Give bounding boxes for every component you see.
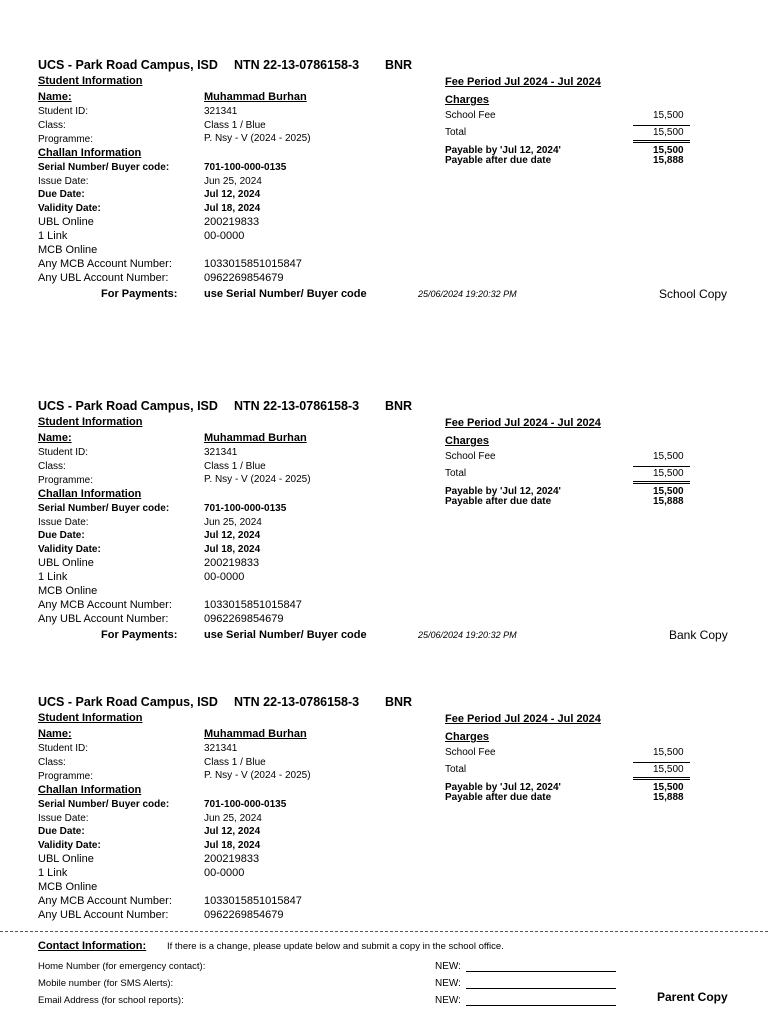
validity-date: Jul 18, 2024 <box>204 203 261 214</box>
student-id: 321341 <box>204 743 238 754</box>
home-number-label: Home Number (for emergency contact): <box>38 961 206 972</box>
issue-date: Jun 25, 2024 <box>204 176 262 187</box>
one-link-label: 1 Link <box>38 867 68 879</box>
print-timestamp: 25/06/2024 19:20:32 PM <box>418 289 517 299</box>
validity-date: Jul 18, 2024 <box>204 544 261 555</box>
mcb-online-label: MCB Online <box>38 881 98 893</box>
one-link-value: 00-0000 <box>204 571 245 583</box>
total-label: Total <box>445 764 467 775</box>
fee-period: Fee Period Jul 2024 - Jul 2024 <box>445 417 601 429</box>
class-label: Class: <box>38 757 66 768</box>
payable-by-value: 15,500 <box>653 486 684 497</box>
total-value: 15,500 <box>653 764 684 775</box>
one-link-value: 00-0000 <box>204 230 245 242</box>
challan-info-title: Challan Information <box>38 784 142 796</box>
class-value: Class 1 / Blue <box>204 461 266 472</box>
ubl-online-label: UBL Online <box>38 216 94 228</box>
ubl-online-value: 200219833 <box>204 216 260 228</box>
class-label: Class: <box>38 461 66 472</box>
validity-date-label: Validity Date: <box>38 840 101 851</box>
ubl-account-value: 0962269854679 <box>204 613 284 625</box>
programme-label: Programme: <box>38 771 94 782</box>
fee-period: Fee Period Jul 2024 - Jul 2024 <box>445 713 601 725</box>
name-label: Name: <box>38 432 72 444</box>
campus-name: UCS - Park Road Campus, ISD <box>38 695 218 709</box>
charges-title: Charges <box>445 94 490 106</box>
payable-after-label: Payable after due date <box>445 496 552 507</box>
contact-note: If there is a change, please update below and submit a copy in the school office. <box>167 941 504 952</box>
total-rule <box>633 762 690 763</box>
ntn-number: NTN 22-13-0786158-3 <box>234 58 360 72</box>
student-info-title: Student Information <box>38 75 143 87</box>
class-value: Class 1 / Blue <box>204 120 266 131</box>
student-info-title: Student Information <box>38 416 143 428</box>
mobile-new-label: NEW: <box>435 978 461 989</box>
serial-value: 701-100-000-0135 <box>204 799 287 810</box>
issue-date: Jun 25, 2024 <box>204 517 262 528</box>
payments-label: For Payments: <box>101 288 178 300</box>
email-address-label: Email Address (for school reports): <box>38 995 184 1006</box>
student-id: 321341 <box>204 447 238 458</box>
student-id-label: Student ID: <box>38 106 89 117</box>
due-date-label: Due Date: <box>38 826 85 837</box>
programme-label: Programme: <box>38 134 94 145</box>
school-fee-value: 15,500 <box>653 110 684 121</box>
due-date-label: Due Date: <box>38 530 85 541</box>
contact-title: Contact Information: <box>38 940 147 952</box>
due-date: Jul 12, 2024 <box>204 189 261 200</box>
class-label: Class: <box>38 120 66 131</box>
issue-date-label: Issue Date: <box>38 176 89 187</box>
total-double-rule <box>633 140 690 143</box>
student-name: Muhammad Burhan <box>204 728 307 740</box>
challan-info-title: Challan Information <box>38 488 142 500</box>
ubl-online-label: UBL Online <box>38 853 94 865</box>
validity-date: Jul 18, 2024 <box>204 840 261 851</box>
one-link-label: 1 Link <box>38 571 68 583</box>
copy-label: Bank Copy <box>669 628 728 642</box>
school-fee-label: School Fee <box>445 451 496 462</box>
cut-line <box>0 931 768 932</box>
one-link-value: 00-0000 <box>204 867 245 879</box>
fee-period: Fee Period Jul 2024 - Jul 2024 <box>445 76 601 88</box>
payable-after-label: Payable after due date <box>445 155 552 166</box>
student-info-title: Student Information <box>38 712 143 724</box>
total-value: 15,500 <box>653 127 684 138</box>
school-fee-value: 15,500 <box>653 451 684 462</box>
payable-by-value: 15,500 <box>653 145 684 156</box>
validity-date-label: Validity Date: <box>38 203 101 214</box>
mobile-number-field[interactable] <box>466 988 616 989</box>
validity-date-label: Validity Date: <box>38 544 101 555</box>
school-fee-label: School Fee <box>445 747 496 758</box>
copy-label: Parent Copy <box>657 990 728 1004</box>
ubl-online-label: UBL Online <box>38 557 94 569</box>
name-label: Name: <box>38 728 72 740</box>
due-date-label: Due Date: <box>38 189 85 200</box>
mcb-account-label: Any MCB Account Number: <box>38 258 172 270</box>
mcb-account-label: Any MCB Account Number: <box>38 895 172 907</box>
programme-value: P. Nsy - V (2024 - 2025) <box>204 133 311 144</box>
bank-code: BNR <box>385 58 413 72</box>
total-label: Total <box>445 468 467 479</box>
due-date: Jul 12, 2024 <box>204 530 261 541</box>
total-rule <box>633 466 690 467</box>
ubl-account-label: Any UBL Account Number: <box>38 272 169 284</box>
charges-title: Charges <box>445 435 490 447</box>
payable-by-label: Payable by 'Jul 12, 2024' <box>445 145 561 156</box>
mcb-online-label: MCB Online <box>38 244 98 256</box>
payable-after-label: Payable after due date <box>445 792 552 803</box>
payments-value: use Serial Number/ Buyer code <box>204 288 367 300</box>
payable-after-value: 15,888 <box>653 155 684 166</box>
serial-label: Serial Number/ Buyer code: <box>38 162 170 173</box>
email-new-label: NEW: <box>435 995 461 1006</box>
payable-after-value: 15,888 <box>653 792 684 803</box>
total-value: 15,500 <box>653 468 684 479</box>
mcb-account-value: 1033015851015847 <box>204 258 302 270</box>
campus-name: UCS - Park Road Campus, ISD <box>38 399 218 413</box>
due-date: Jul 12, 2024 <box>204 826 261 837</box>
student-id-label: Student ID: <box>38 447 89 458</box>
mcb-account-label: Any MCB Account Number: <box>38 599 172 611</box>
payable-by-value: 15,500 <box>653 782 684 793</box>
total-double-rule <box>633 481 690 484</box>
charges-title: Charges <box>445 731 490 743</box>
email-address-field[interactable] <box>466 1005 616 1006</box>
ntn-number: NTN 22-13-0786158-3 <box>234 695 360 709</box>
issue-date-label: Issue Date: <box>38 517 89 528</box>
total-label: Total <box>445 127 467 138</box>
ubl-account-value: 0962269854679 <box>204 909 284 921</box>
serial-label: Serial Number/ Buyer code: <box>38 503 170 514</box>
student-name: Muhammad Burhan <box>204 91 307 103</box>
ubl-online-value: 200219833 <box>204 853 260 865</box>
home-new-label: NEW: <box>435 961 461 972</box>
programme-value: P. Nsy - V (2024 - 2025) <box>204 770 311 781</box>
campus-name: UCS - Park Road Campus, ISD <box>38 58 218 72</box>
ubl-account-label: Any UBL Account Number: <box>38 613 169 625</box>
bank-code: BNR <box>385 399 413 413</box>
programme-label: Programme: <box>38 475 94 486</box>
ntn-number: NTN 22-13-0786158-3 <box>234 399 360 413</box>
total-double-rule <box>633 777 690 780</box>
class-value: Class 1 / Blue <box>204 757 266 768</box>
ubl-online-value: 200219833 <box>204 557 260 569</box>
student-name: Muhammad Burhan <box>204 432 307 444</box>
ubl-account-value: 0962269854679 <box>204 272 284 284</box>
ubl-account-label: Any UBL Account Number: <box>38 909 169 921</box>
serial-value: 701-100-000-0135 <box>204 503 287 514</box>
serial-label: Serial Number/ Buyer code: <box>38 799 170 810</box>
challan-info-title: Challan Information <box>38 147 142 159</box>
name-label: Name: <box>38 91 72 103</box>
issue-date-label: Issue Date: <box>38 813 89 824</box>
mcb-online-label: MCB Online <box>38 585 98 597</box>
mcb-account-value: 1033015851015847 <box>204 895 302 907</box>
programme-value: P. Nsy - V (2024 - 2025) <box>204 474 311 485</box>
payments-value: use Serial Number/ Buyer code <box>204 629 367 641</box>
school-fee-value: 15,500 <box>653 747 684 758</box>
print-timestamp: 25/06/2024 19:20:32 PM <box>418 630 517 640</box>
home-number-field[interactable] <box>466 971 616 972</box>
one-link-label: 1 Link <box>38 230 68 242</box>
payments-label: For Payments: <box>101 629 178 641</box>
serial-value: 701-100-000-0135 <box>204 162 287 173</box>
copy-label: School Copy <box>659 287 728 301</box>
school-fee-label: School Fee <box>445 110 496 121</box>
mcb-account-value: 1033015851015847 <box>204 599 302 611</box>
student-id: 321341 <box>204 106 238 117</box>
bank-code: BNR <box>385 695 413 709</box>
total-rule <box>633 125 690 126</box>
student-id-label: Student ID: <box>38 743 89 754</box>
issue-date: Jun 25, 2024 <box>204 813 262 824</box>
mobile-number-label: Mobile number (for SMS Alerts): <box>38 978 174 989</box>
payable-by-label: Payable by 'Jul 12, 2024' <box>445 486 561 497</box>
payable-after-value: 15,888 <box>653 496 684 507</box>
payable-by-label: Payable by 'Jul 12, 2024' <box>445 782 561 793</box>
